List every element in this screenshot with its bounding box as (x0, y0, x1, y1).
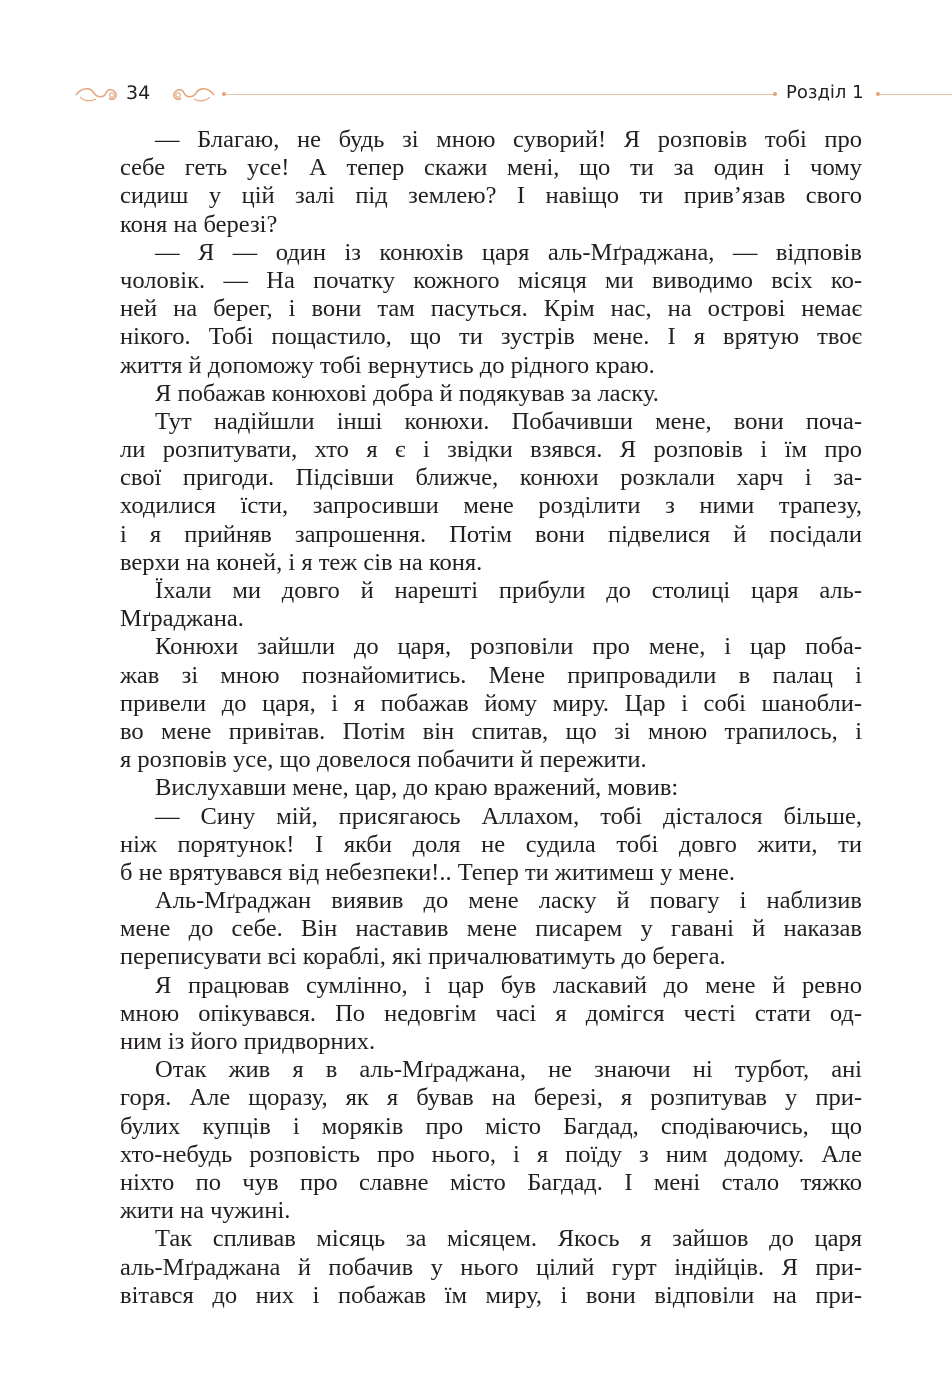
header-rule (226, 94, 774, 95)
left-flourish-ornament-icon (74, 83, 120, 107)
text-line: б не врятувався від небезпеки!.. Тепер ти житимеш у мене. (120, 858, 736, 886)
text-line: життя й допоможу тобі вернутись до рідного краю. (120, 351, 655, 379)
text-line: ли розпитувати, хто я є і звідки взявся. Я розповів і їм про (120, 436, 862, 464)
text-line: Так спливав місяць за місяцем. Якось я зайшов до царя (155, 1225, 862, 1253)
header-rule-right (880, 94, 952, 95)
text-line: нікого. Тобі пощастило, що ти зустрів мене. І я врятую твоє (120, 323, 862, 351)
text-line: во мене привітав. Потім він спитав, що зі мною трапилось, і (120, 717, 862, 745)
text-line: жити на чужині. (120, 1197, 291, 1225)
text-line: себе геть усе! А тепер скажи мені, що ти за один і чому (120, 154, 862, 182)
text-line: хто-небудь розповість про нього, і я поїду з ним додому. Але (120, 1140, 862, 1168)
text-line: коня на березі? (120, 210, 278, 238)
text-line: вітався до них і побажав їм миру, і вони відповіли на при- (120, 1281, 862, 1309)
text-line: Я побажав конюхові добра й подякував за ласку. (155, 379, 659, 407)
text-line: аль-Мґраджана й побачив у нього цілий гурт індійців. Я при- (120, 1253, 862, 1281)
text-line: привели до царя, і я побажав йому миру. Цар і собі шанобли- (120, 689, 862, 717)
text-line: булих купців і моряків про місто Багдад, сподіваючись, що (120, 1112, 862, 1140)
text-line: верхи на коней, і я теж сів на коня. (120, 548, 483, 576)
text-line: Тут надійшли інші конюхи. Побачивши мене, вони поча- (155, 407, 862, 435)
text-line: ходилися їсти, запросивши мене розділити з ними трапезу, (120, 492, 862, 520)
text-line: Я працював сумлінно, і цар був ласкавий до мене й ревно (155, 971, 862, 999)
text-line: ніж порятунок! І якби доля не судила тобі довго жити, ти (120, 830, 862, 858)
text-line: жав зі мною познайомитись. Мене припровадили в палац і (120, 661, 862, 689)
text-line: горя. Але щоразу, як я бував на березі, я розпитував у при- (120, 1084, 862, 1112)
text-line: Аль-Мґраджан виявив до мене ласку й повагу і наблизив (155, 887, 862, 915)
text-line: Отак жив я в аль-Мґраджана, не знаючи ні турбот, ані (155, 1056, 862, 1084)
text-line: і я прийняв запрошення. Потім вони підвелися й посідали (120, 520, 862, 548)
text-line: Їхали ми довго й нарешті прибули до столиці царя аль- (155, 577, 862, 604)
text-line: чоловік. — На початку кожного місяця ми виводимо всіх ко- (120, 266, 862, 294)
text-line: — Я — один із конюхів царя аль-Мґраджана, — відповів (155, 238, 862, 266)
text-line: я розповів усе, що довелося побачити й пережити. (120, 746, 647, 774)
text-line: мене до себе. Він наставив мене писарем у гавані й наказав (120, 915, 862, 943)
text-line: мною опікувався. По недовгім часі я домігся честі стати од- (120, 999, 862, 1027)
text-line: ней на берег, і вони там пасуться. Крім нас, на острові немає (120, 295, 862, 323)
text-line: свої пригоди. Підсівши ближче, конюхи розклали харч і за- (120, 464, 862, 492)
rule-dot (773, 92, 777, 96)
right-flourish-ornament-icon (170, 83, 216, 107)
text-line: сидиш у цій залі під землею? І навіщо ти прив’язав свого (120, 182, 862, 210)
text-line: переписувати всі кораблі, які причалюватимуть до берега. (120, 943, 726, 971)
text-line: Мґраджана. (120, 605, 244, 633)
text-line: Конюхи зайшли до царя, розповіли про мене, і цар поба- (155, 633, 862, 661)
chapter-title: Розділ 1 (786, 82, 864, 103)
body-text (120, 126, 862, 1310)
page-number: 34 (126, 82, 151, 104)
text-line: — Сину мій, присягаюсь Аллахом, тобі дісталося більше, (155, 802, 862, 830)
text-line: — Благаю, не будь зі мною суворий! Я розповів тобі про (155, 126, 862, 153)
text-line: ним із його придворних. (120, 1028, 376, 1055)
text-line: Вислухавши мене, цар, до краю вражений, мовив: (155, 774, 679, 802)
text-line: ніхто по чув про славне місто Багдад. І мені стало тяжко (120, 1168, 862, 1196)
page-header (0, 80, 952, 110)
